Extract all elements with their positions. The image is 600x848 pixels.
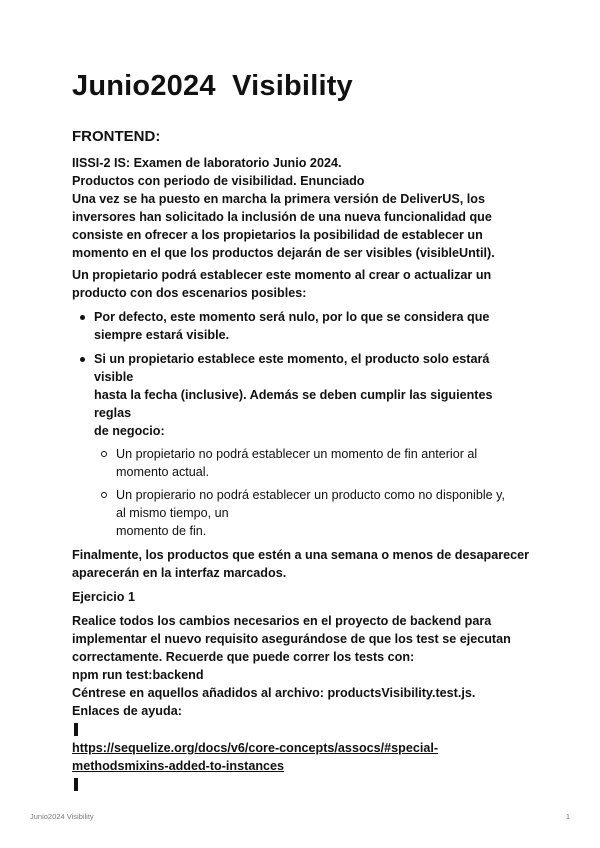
page-title: Junio2024 Visibility <box>72 70 353 102</box>
list-item-line: Si un propietario establece este momento, el producto solo estará visible <box>94 352 490 384</box>
scenarios-line: Un propietario podrá establecer este momento al crear o actualizar un <box>72 268 492 282</box>
intro-line: consiste en ofrecer a los propietarios la posibilidad de establecer un <box>72 228 483 242</box>
final-line: Finalmente, los productos que estén a una semana o menos de desaparecer <box>72 548 530 562</box>
document-body <box>72 128 532 794</box>
text-cursor-marker <box>74 723 78 736</box>
intro-line: Una vez se ha puesto en marcha la primera versión de DeliverUS, los <box>72 192 485 206</box>
exercise-line: npm run test:backend <box>72 668 204 682</box>
intro-paragraph <box>72 154 532 262</box>
intro-line: momento en el que los productos dejarán de ser visibles (visibleUntil). <box>72 246 495 260</box>
scenarios-line: producto con dos escenarios posibles: <box>72 286 307 300</box>
sub-list-item-line: Un propierario no podrá establecer un producto como no disponible y, <box>116 488 506 502</box>
list-item-line: Por defecto, este momento será nulo, por lo que se considera que <box>94 310 490 324</box>
list-item-line: siempre estará visible. <box>94 328 230 342</box>
section-heading-frontend: FRONTEND: <box>72 128 161 145</box>
help-link-line: https://sequelize.org/docs/v6/core-concepts/assocs/#special- <box>72 741 439 755</box>
footer-title: Junio2024 Visibility <box>30 812 94 821</box>
exercise-line: Enlaces de ayuda: <box>72 704 182 718</box>
page-number: 1 <box>565 812 570 821</box>
exercise-line: Realice todos los cambios necesarios en el proyecto de backend para <box>72 614 492 628</box>
exercise-line: correctamente. Recuerde que puede correr los tests con: <box>72 650 415 664</box>
exercise-line: implementar el nuevo requisito asegurándose de que los test se ejecutan <box>72 632 511 646</box>
scenarios-paragraph <box>72 266 532 302</box>
intro-line: Productos con periodo de visibilidad. Enunciado <box>72 174 365 188</box>
intro-line: IISSI-2 IS: Examen de laboratorio Junio 2024. <box>72 156 342 170</box>
sub-list-item-line: Un propietario no podrá establecer un momento de fin anterior al <box>116 447 478 461</box>
list-item-line: hasta la fecha (inclusive). Además se deben cumplir las siguientes reglas <box>94 388 493 420</box>
list-item-line: de negocio: <box>94 424 165 438</box>
exercise-paragraph <box>72 612 532 720</box>
sub-list-item-line: momento de fin. <box>116 524 207 538</box>
sub-list-item-line: al mismo tiempo, un <box>116 506 229 520</box>
sub-list-item-rule-2 <box>94 486 532 540</box>
list-item-default-null <box>72 308 532 344</box>
business-rules-list <box>94 445 532 540</box>
list-item-owner-sets <box>72 350 532 540</box>
intro-line: inversores han solicitado la inclusión de una nueva funcionalidad que <box>72 210 492 224</box>
text-cursor-marker <box>74 778 78 791</box>
sub-list-item-line: momento actual. <box>116 465 210 479</box>
final-line: aparecerán en la interfaz marcados. <box>72 566 287 580</box>
exercise-line: Céntrese en aquellos añadidos al archivo: productsVisibility.test.js. <box>72 686 476 700</box>
final-paragraph <box>72 546 532 582</box>
help-link-sequelize[interactable] <box>72 739 532 775</box>
exercise-heading: Ejercicio 1 <box>72 590 136 604</box>
sub-list-item-rule-1 <box>94 445 532 481</box>
help-link-line: methodsmixins-added-to-instances <box>72 759 285 773</box>
scenarios-list <box>72 308 532 540</box>
